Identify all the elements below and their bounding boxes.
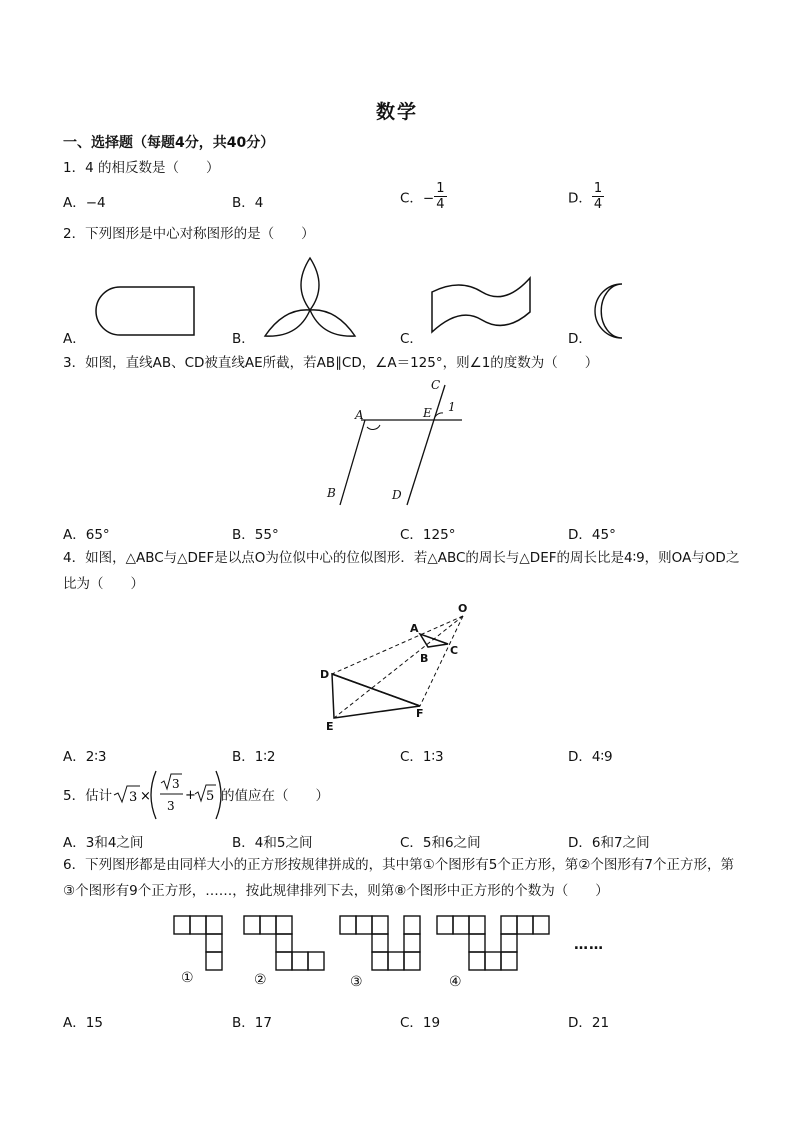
q6-ellipsis: ……: [574, 937, 604, 953]
q1-option-c[interactable]: [400, 181, 447, 212]
q6-option-a[interactable]: A．15: [63, 1015, 103, 1031]
fraction-numerator: 1: [436, 181, 445, 196]
q3-option-d[interactable]: D．45°: [568, 527, 616, 543]
q6-figure-label-2: ②: [254, 972, 267, 988]
q3-label-C: C: [431, 378, 441, 392]
q2-shape-b-trefoil: [262, 256, 358, 340]
q2-option-d[interactable]: D．: [568, 331, 592, 347]
section-heading: 一、选择题（每题4分，共40分）: [63, 135, 275, 151]
q1-option-a[interactable]: A．−4: [63, 195, 106, 211]
q3-option-c[interactable]: C．125°: [400, 527, 456, 543]
q2-option-b[interactable]: B．: [232, 331, 255, 347]
question-6-stem: 6．下列图形都是由同样大小的正方形按规律拼成的，其中第①个图形有5个正方形，第②个图形有7个正方形，第③个图形有9个正方形，……，按此规律排列下去，则第⑧个图形中正方形的个数为（ ）: [63, 857, 734, 899]
q4-figure-homothety: [320, 600, 470, 733]
q3-label-E: E: [423, 406, 432, 420]
q3-figure-parallel-lines: [325, 375, 475, 510]
svg-text:+: +: [185, 788, 196, 803]
question-5-stem-prefix: 5．估计: [63, 788, 113, 804]
fraction-denominator: 4: [436, 197, 445, 212]
q1-option-d[interactable]: [568, 181, 604, 212]
question-4-stem: 4．如图，△ABC与△DEF是以点O为位似中心的位似图形．若△ABC的周长与△DEF的周长比是4∶9，则OA与OD之比为（ ）: [63, 550, 740, 592]
q1-option-c-fraction: [434, 181, 446, 212]
q1-option-d-prefix: D．: [568, 190, 592, 207]
q2-option-a[interactable]: A．: [63, 331, 86, 347]
question-2-stem: 2．下列图形是中心对称图形的是（ ）: [63, 226, 315, 242]
q4-label-C: C: [450, 644, 459, 657]
page-title: 数学: [375, 101, 418, 123]
q6-figure-square-patterns: [172, 914, 624, 990]
q4-label-A: A: [410, 622, 419, 635]
q3-label-A: A: [355, 408, 364, 422]
svg-text:3: 3: [129, 790, 138, 805]
q1-option-c-prefix: C．−: [400, 190, 435, 207]
q2-option-c[interactable]: C．: [400, 331, 423, 347]
q4-label-E: E: [326, 720, 334, 733]
q4-label-D: D: [320, 668, 330, 681]
q3-label-B: B: [327, 486, 336, 500]
q3-option-a[interactable]: A．65°: [63, 527, 110, 543]
question-5-stem-suffix: 的值应在（ ）: [221, 788, 329, 804]
q1-option-b[interactable]: B．4: [232, 195, 264, 211]
q3-label-D: D: [392, 488, 402, 502]
q4-label-F: F: [416, 707, 424, 720]
q5-option-a[interactable]: A．3和4之间: [63, 835, 144, 851]
fraction-numerator: 1: [593, 181, 603, 196]
q6-figure-label-4: ④: [449, 974, 462, 990]
q5-option-b[interactable]: B．4和5之间: [232, 835, 313, 851]
q4-option-c[interactable]: C．1∶3: [400, 749, 444, 765]
svg-text:3: 3: [172, 777, 180, 791]
q6-option-b[interactable]: B．17: [232, 1015, 272, 1031]
question-3-stem: 3．如图，直线AB、CD被直线AE所截，若AB∥CD，∠A＝125°，则∠1的度数为（ ）: [63, 355, 599, 371]
q2-shape-c-wave: [430, 270, 534, 336]
q2-shape-a-stadium: [94, 286, 198, 338]
q3-option-b[interactable]: B．55°: [232, 527, 279, 543]
q5-option-c[interactable]: C．5和6之间: [400, 835, 481, 851]
q4-option-a[interactable]: A．2∶3: [63, 749, 107, 765]
svg-text:×: ×: [140, 789, 151, 804]
q4-label-O: O: [458, 602, 468, 615]
svg-text:3: 3: [167, 799, 175, 813]
q4-option-b[interactable]: B．1∶2: [232, 749, 276, 765]
q3-label-angle-1: 1: [448, 400, 456, 414]
q4-option-d[interactable]: D．4∶9: [568, 749, 613, 765]
q6-figure-label-3: ③: [350, 974, 363, 990]
q6-option-c[interactable]: C．19: [400, 1015, 441, 1031]
q5-option-d[interactable]: D．6和7之间: [568, 835, 650, 851]
q6-option-d[interactable]: D．21: [568, 1015, 610, 1031]
q5-expression-image: [112, 768, 220, 822]
q2-shape-d-crescent: [594, 282, 628, 340]
q6-figure-label-1: ①: [181, 970, 194, 986]
q1-option-d-fraction: [592, 181, 604, 212]
svg-text:5: 5: [206, 789, 215, 804]
question-1-stem: 1．4 的相反数是（ ）: [63, 160, 220, 176]
fraction-denominator: 4: [593, 197, 603, 212]
q4-label-B: B: [420, 652, 429, 665]
